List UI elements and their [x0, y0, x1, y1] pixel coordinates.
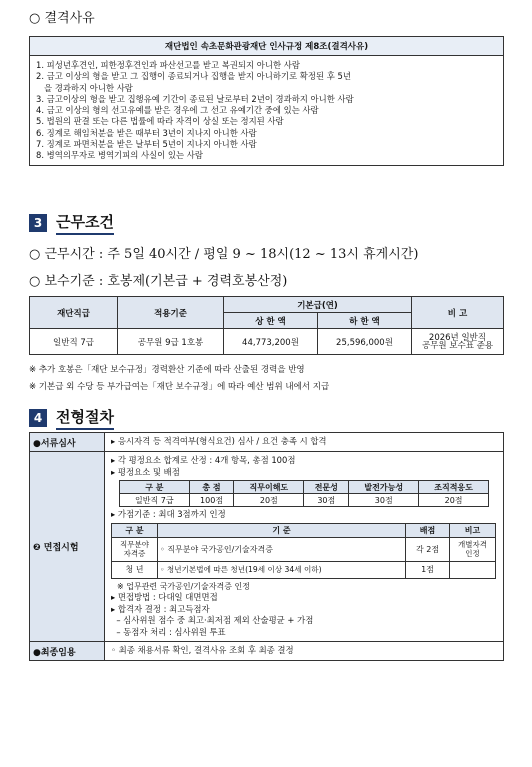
salary-rank: 일반직 7급: [30, 329, 118, 355]
list-item: 2. 금고 이상의 형을 받고 그 집행이 종료되거나 집행을 받지 아니하기로 확정된 후 5년: [36, 71, 351, 82]
salary-header-upper: 상 한 액: [224, 313, 318, 329]
salary-header-lower: 하 한 액: [318, 313, 412, 329]
disqualification-box-title: 재단법인 속초문화관광재단 인사규정 제8조(결격사유): [30, 37, 503, 56]
bonus-table: 구 분 기 준 배점 비고 직무분야 자격증 ◦ 직무분야 국가공인/기술자격증 각 2점 개별자격 인정 청 년 ◦ 청년기본법에 따른 청년(19세 이상 34세 이하) 1점: [111, 523, 496, 579]
disqualification-list: [30, 56, 503, 165]
score-table: 구 분 총 점 직무이해도 전문성 발전가능성 조직적응도 일반직 7급 100점 20점 30점 30점 20점: [119, 480, 489, 507]
list-item: 3. 금고이상의 형을 받고 집행유예 기간이 종료된 날로부터 2년이 경과하지 아니한 사람: [36, 93, 354, 104]
interview-content: ▸ 각 평정요소 합계로 산정 : 4개 항목, 총점 100점 ▸ 평정요소 및 배점 구 분 총 점 직무이해도 전문성 발전가능성 조직적응도 일반직 7급 100점 20점 30점 30점 20점 ▸ 가점기준 : 최대 3점까지 인정 구 분 기 준 배점 비고 직무분야 자격증 ◦ 직무분야 국가공인/기술자격증 각 2점 개별자격 인정 청 년 ◦ 청년기본법에 따른 청년(19세 이상 34세 이하) 1점 ※ 업무관련 국가공인/기술자격증 인정 ▸ 면접방법 : 다대일 대면면접 ▸ 합격자 결정 : 최고득점자 – 심사위원 점수 중 최고·최저점 제외 산술평균 + 가점 – 동점자 처리 : 심사위원 투표: [105, 452, 504, 642]
work-hours: ○ 근무시간 : 주 5일 40시간 / 평일 9 ~ 18시(12 ~ 13시 휴게시간): [29, 247, 419, 262]
section-number-badge: 3: [29, 214, 47, 232]
final-appointment-text: ◦ 최종 채용서류 확인, 결격사유 조회 후 최종 결정: [105, 642, 504, 661]
list-item: 6. 징계로 해임처분을 받은 때부터 3년이 지나지 아니한 사람: [36, 127, 257, 138]
note-extra-step: ※ 추가 호봉은「재단 보수규정」경력환산 기준에 따라 산출된 경력을 반영: [29, 365, 305, 375]
section-4-heading: [29, 406, 504, 430]
list-item: 1. 피성년후견인, 피한정후견인과 파산선고를 받고 복권되지 아니한 사람: [36, 60, 300, 70]
section-3-heading: [29, 211, 504, 235]
section-title: 근무조건: [56, 211, 114, 235]
salary-table: [29, 296, 504, 355]
note-allowance: ※ 기본급 외 수당 등 부가급여는「재단 보수규정」에 따라 예산 범위 내에서 지급: [29, 382, 330, 392]
procedure-table: [29, 432, 504, 661]
salary-note: 2026년 일반직 공무원 보수표 준용: [412, 329, 504, 355]
list-item: 4. 금고 이상의 형의 선고유예를 받은 경우에 그 선고 유예기간 중에 있는 사람: [36, 105, 319, 116]
list-item: 8. 병역의무자로 병역기피의 사실이 있는 사람: [36, 150, 203, 161]
salary-lower: 25,596,000원: [318, 329, 412, 355]
list-item: 5. 법원의 판결 또는 다른 법률에 따라 자격이 상실 또는 정지된 사람: [36, 116, 284, 127]
document-review-label: ●서류심사: [30, 433, 105, 452]
disqualification-box: [29, 36, 504, 166]
pay-standard: ○ 보수기준 : 호봉제(기본급 + 경력호봉산정): [29, 274, 288, 289]
salary-header-base: 기본급(연): [224, 297, 412, 313]
salary-upper: 44,773,200원: [224, 329, 318, 355]
document-review-text: ▸ 응시자격 등 적격여부(형식요건) 심사 / 요건 충족 시 합격: [105, 433, 504, 452]
final-appointment-label: ●최종임용: [30, 642, 105, 661]
salary-standard: 공무원 9급 1호봉: [118, 329, 224, 355]
interview-label: ❷ 면접시험: [30, 452, 105, 642]
list-item: 7. 징계로 파면처분을 받은 날부터 5년이 지나지 아니한 사람: [36, 139, 257, 150]
list-item: 을 경과하지 아니한 사람: [44, 82, 133, 93]
section-number-badge: 4: [29, 409, 47, 427]
disqualification-heading: ○ 결격사유: [29, 11, 95, 26]
salary-header-rank: 재단직급: [30, 297, 118, 329]
salary-header-note: 비 고: [412, 297, 504, 329]
salary-header-standard: 적용기준: [118, 297, 224, 329]
section-title: 전형절차: [56, 406, 114, 430]
